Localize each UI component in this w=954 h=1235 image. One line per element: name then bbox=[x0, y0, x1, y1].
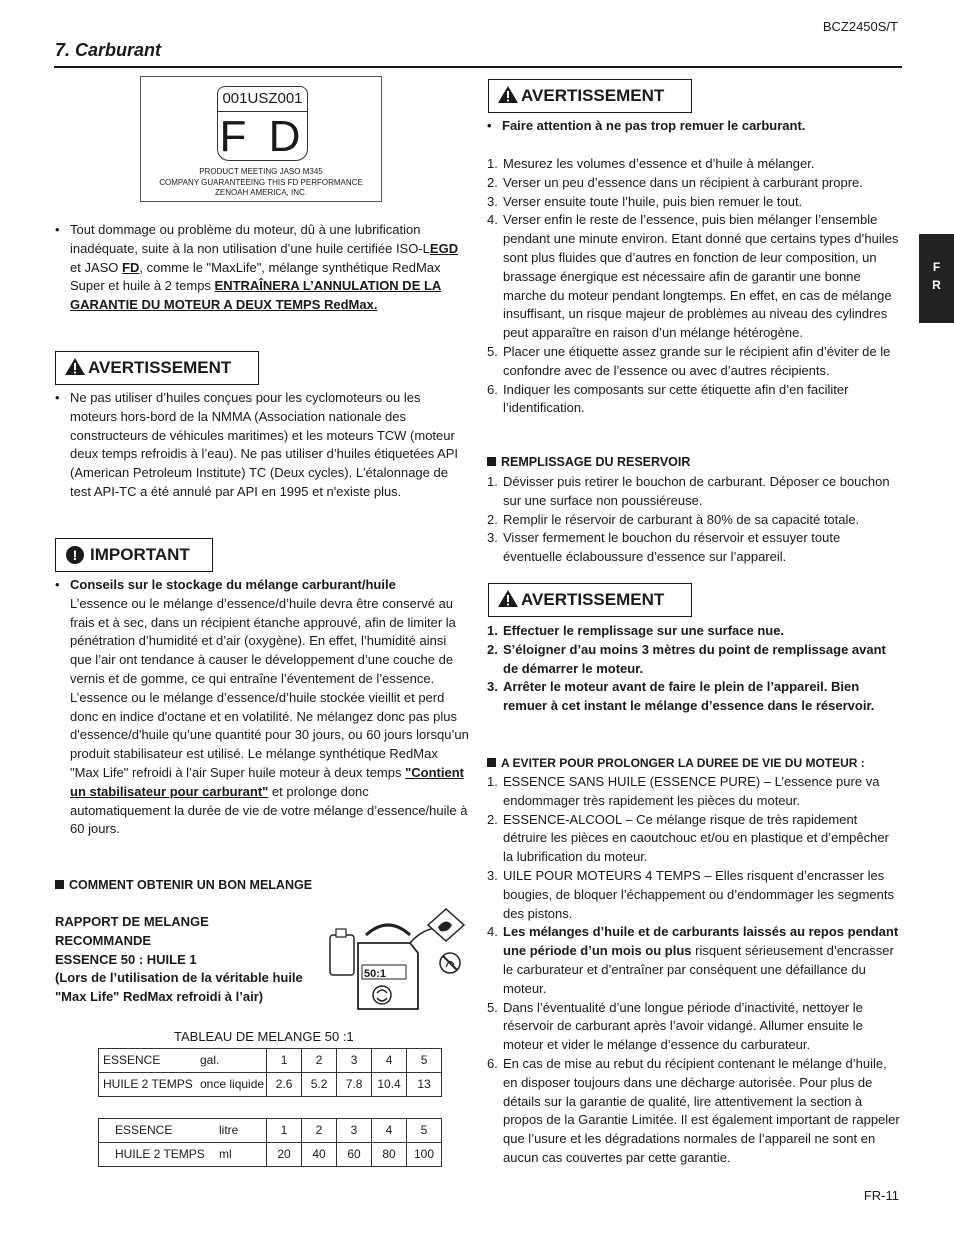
warranty-bullet bbox=[55, 221, 470, 315]
important-box bbox=[55, 538, 213, 572]
list-item: 5. Placer une étiquette assez grande sur le récipient afin d’éviter de le confondre avec de l’essence ou avec d’autres récipients. bbox=[487, 343, 891, 378]
list-item: 3. Arrêter le moteur avant de faire le plein de l’appareil. Bien remuer à cet instant le mélange d’essence dans le réservoir. bbox=[487, 679, 875, 714]
list-item: 3. Verser ensuite toute l’huile, puis bien remuer le tout. bbox=[487, 193, 803, 209]
warning-box-2 bbox=[488, 79, 692, 113]
model-number: BCZ2450S/T bbox=[822, 19, 898, 34]
mix-ratio-line-3: ESSENCE 50 : HUILE 1 bbox=[55, 951, 197, 967]
table-cell: 3 bbox=[337, 1119, 372, 1143]
section-title: 7. Carburant bbox=[55, 40, 162, 60]
important-heading: • Conseils sur le stockage du mélange carburant/huile bbox=[70, 577, 396, 592]
language-tab-line1: F bbox=[932, 260, 941, 274]
list-item: 1. Dévisser puis retirer le bouchon de carburant. Déposer ce bouchon sur une surface non poussiéreuse. bbox=[487, 474, 890, 508]
list-item: 6. En cas de mise au rebut du récipient contenant le mélange d’huile, en disposer toujours dans une décharge autorisée. Pour plus de détails sur la garantie de qualité, lire attentivement la section à propos de la Garantie Limitée. Il est également important de rappeler que l’usure et les dégradations normales de l’appareil ne sont en aucun cas couvertes par cette garantie. bbox=[487, 1055, 900, 1165]
list-item: 2. Verser un peu d’essence dans un récipient à carburant propre. bbox=[487, 174, 863, 190]
header-rule bbox=[54, 66, 902, 68]
warning-box-3 bbox=[488, 583, 692, 617]
mix-ratio-line-5: "Max Life" RedMax refroidi à l’air) bbox=[55, 989, 264, 1005]
warning-box-1 bbox=[55, 351, 259, 385]
table-cell: 5 bbox=[407, 1049, 442, 1073]
warranty-text-1: Tout dommage ou problème du moteur, dû à une lubrification inadéquate, suite à la non utilisation d’une huile certifiée ISO-L bbox=[70, 222, 430, 256]
mix-table-caption: TABLEAU DE MELANGE 50 :1 bbox=[174, 1029, 354, 1044]
warning-2-body bbox=[487, 117, 902, 136]
warranty-text-2: et JASO bbox=[70, 259, 123, 275]
table-cell: HUILE 2 TEMPS bbox=[103, 1077, 193, 1092]
table-cell: 3 bbox=[337, 1049, 372, 1073]
table-cell: gal. bbox=[200, 1053, 220, 1068]
table-cell: ESSENCE bbox=[115, 1123, 173, 1138]
mix-table-gallons bbox=[98, 1048, 442, 1097]
language-tab-line2: R bbox=[932, 278, 941, 292]
mix-ratio bbox=[55, 913, 335, 1007]
warning-title-2: AVERTISSEMENT bbox=[521, 86, 665, 105]
list-item: 4. Verser enfin le reste de l’essence, puis bien mélanger l’ensemble pendant une minute environ. Etant donné que certains types d’huiles sont plus fluides que d’autres en fonction de leur composition, un brassage énergique est nécessaire afin de garantir une bonne marche du moteur pendant longtemps. En effet, en cas de mélange insuffisant, un risque majeur de problèmes au niveau des cylindres peut apparaître en raison d’un mélange hétérogène. bbox=[487, 212, 899, 341]
warranty-bold: ENTRAÎNERA L’ANNULATION DE LA GARANTIE DU MOTEUR A DEUX TEMPS RedMax. bbox=[70, 278, 442, 313]
warranty-fd: FD bbox=[122, 259, 140, 275]
refill-steps bbox=[487, 473, 902, 567]
important-body bbox=[55, 576, 470, 839]
oil-certification-label bbox=[140, 76, 382, 202]
label-line-3: ZENOAH AMERICA, INC. bbox=[214, 188, 307, 197]
avoid-steps bbox=[487, 773, 902, 1168]
list-item: 6. Indiquer les composants sur cette étiquette afin d’en faciliter l’identification. bbox=[487, 381, 849, 416]
warning-triangle-icon bbox=[497, 589, 519, 608]
important-text-1: L’essence ou le mélange d’essence/d’huile devra être conservé au frais et à sec, dans un récipient étanche approuvé, afin de limiter la pénétration d’humidité et d’air (oxygène). En effet, l’humidité ainsi que l’air ont tendance à causer le développement d’une couche de vernis et de gomme, ce qui entraîne l’éventement de l’essence. L’essence ou le mélange d’essence/d’huile stockée vieillit et perd donc en indice d'octane et en volatilité. Ne mélangez donc pas plus d'essence/d'huile qu’une quantité pour 30 jours, ou 60 jours lorsqu’un produit stabilisateur est utilisé. Le mélange synthétique RedMax "Max Life" refroidi à l’air Super huile moteur à deux temps bbox=[70, 595, 469, 780]
fuel-can-ratio: 50:1 bbox=[364, 968, 387, 980]
table-cell: 7.8 bbox=[337, 1073, 372, 1097]
table-cell: 1 bbox=[267, 1049, 302, 1073]
warranty-egd: EGD bbox=[429, 240, 459, 256]
table-row bbox=[99, 1049, 442, 1073]
list-item: 3. Visser fermement le bouchon du réservoir et essuyer toute éventuelle éclaboussure d’essence sur l’appareil. bbox=[487, 530, 841, 565]
table-cell: 100 bbox=[407, 1143, 442, 1167]
list-item: 1. ESSENCE SANS HUILE (ESSENCE PURE) – L’essence pure va endommager très rapidement les pièces du moteur. bbox=[487, 774, 880, 808]
table-row bbox=[99, 1073, 442, 1097]
list-item: 1. Mesurez les volumes d’essence et d’huile à mélanger. bbox=[487, 156, 815, 171]
table-cell: 60 bbox=[337, 1143, 372, 1167]
table-cell: 80 bbox=[372, 1143, 407, 1167]
table-cell: 40 bbox=[302, 1143, 337, 1167]
mix-table-litres bbox=[98, 1118, 442, 1167]
list-item: 3. UILE POUR MOTEURS 4 TEMPS – Elles risquent d’encrasser les bougies, de bloquer l’échappement ou d’endommager les segments des pistons. bbox=[487, 867, 894, 921]
warning-1-text: • Ne pas utiliser d’huiles conçues pour les cyclomoteurs ou les moteurs hors-bord de la NMMA (Association nationale des constructeurs de véhicules maritimes) et les moteurs TCW (moteur deux temps refroidis à l’eau). Ne pas utiliser d’huiles étiquetées API (American Petroleum Institute) TC (Deux cycles). L'étalonnage de test API-TC a été annulé par API en 1995 et n'existe plus. bbox=[55, 389, 470, 502]
table-cell: 20 bbox=[267, 1143, 302, 1167]
warning-3-steps bbox=[487, 622, 902, 716]
language-tab bbox=[919, 234, 954, 323]
exclamation-icon: ! bbox=[66, 546, 84, 564]
label-grade: F D bbox=[217, 111, 308, 161]
label-text bbox=[141, 167, 381, 199]
warning-title-3: AVERTISSEMENT bbox=[521, 590, 665, 609]
warning-triangle-icon bbox=[64, 357, 86, 376]
mix-ratio-line-4: (Lors de l’utilisation de la véritable huile bbox=[55, 970, 303, 986]
label-code: 001USZ001 bbox=[217, 86, 308, 112]
table-cell: 5.2 bbox=[302, 1073, 337, 1097]
important-link: "Contient un stabilisateur pour carburant" bbox=[70, 764, 464, 799]
warning-title-1: AVERTISSEMENT bbox=[88, 358, 232, 377]
square-bullet-icon bbox=[487, 758, 496, 767]
square-bullet-icon bbox=[55, 880, 64, 889]
table-cell: HUILE 2 TEMPS bbox=[115, 1147, 205, 1162]
table-cell: 5 bbox=[407, 1119, 442, 1143]
table-cell: 4 bbox=[372, 1119, 407, 1143]
table-cell: litre bbox=[219, 1123, 239, 1138]
page-number: FR-11 bbox=[863, 1188, 899, 1203]
table-cell: 2 bbox=[302, 1049, 337, 1073]
table-cell: 10.4 bbox=[372, 1073, 407, 1097]
table-cell: 2.6 bbox=[267, 1073, 302, 1097]
warning-triangle-icon bbox=[497, 85, 519, 104]
warranty-text-3: , comme le "MaxLife", mélange synthétique RedMax Super et huile à 2 temps bbox=[70, 259, 441, 294]
list-item: 2. Remplir le réservoir de carburant à 80% de sa capacité totale. bbox=[487, 511, 860, 527]
important-text-2: et prolonge donc automatiquement la durée de vie de votre mélange d’essence/huile à 60 jours. bbox=[70, 783, 468, 837]
table-cell: ESSENCE bbox=[103, 1053, 161, 1068]
table-cell: 2 bbox=[302, 1119, 337, 1143]
mixing-steps bbox=[487, 155, 902, 418]
table-cell: ml bbox=[219, 1147, 232, 1162]
list-item: 4. Les mélanges d’huile et de carburants laissés au repos pendant une période d’un mois ou plus risquent sérieusement d’encrasser le carburateur et d’entraîner par conséquent une défaillance du moteur. bbox=[487, 924, 899, 996]
square-bullet-icon bbox=[487, 457, 496, 466]
list-item: 2. ESSENCE-ALCOOL – Ce mélange risque de très rapidement détruire les pièces en caoutchouc et/ou en plastique et d’empêcher la lubrification du moteur. bbox=[487, 811, 889, 865]
fuel-can-illustration bbox=[326, 905, 468, 1015]
table-cell: 13 bbox=[407, 1073, 442, 1097]
list-item: 1. Effectuer le remplissage sur une surface nue. bbox=[487, 623, 785, 638]
mix-heading: COMMENT OBTENIR UN BON MELANGE bbox=[55, 876, 312, 895]
label-line-2: COMPANY GUARANTEEING THIS FD PERFORMANCE bbox=[159, 177, 363, 187]
table-row bbox=[99, 1119, 442, 1143]
table-cell: 4 bbox=[372, 1049, 407, 1073]
label-line-1: PRODUCT MEETING JASO M345 bbox=[199, 167, 323, 176]
refill-heading: REMPLISSAGE DU RESERVOIR bbox=[487, 453, 690, 472]
avoid-heading: A EVITER POUR PROLONGER LA DUREE DE VIE DU MOTEUR : bbox=[487, 754, 865, 773]
list-item: 5. Dans l’éventualité d’une longue période d’inactivité, nettoyer le réservoir de carburant après l’avoir vidangé. Allumer ensuite le moteur et vider le mélange d’essence du carburateur. bbox=[487, 999, 863, 1053]
list-item: 2. S’éloigner d’au moins 3 mètres du point de remplissage avant de démarrer le moteur. bbox=[487, 641, 886, 676]
mix-ratio-line-2: RECOMMANDE bbox=[55, 932, 152, 948]
mix-ratio-line-1: RAPPORT DE MELANGE bbox=[55, 914, 209, 929]
table-cell: 1 bbox=[267, 1119, 302, 1143]
warning-2-bullet: • Faire attention à ne pas trop remuer le carburant. bbox=[487, 117, 902, 136]
important-title: IMPORTANT bbox=[90, 545, 190, 564]
warning-1-body bbox=[55, 389, 470, 502]
table-row bbox=[99, 1143, 442, 1167]
table-cell: once liquide bbox=[200, 1077, 265, 1092]
